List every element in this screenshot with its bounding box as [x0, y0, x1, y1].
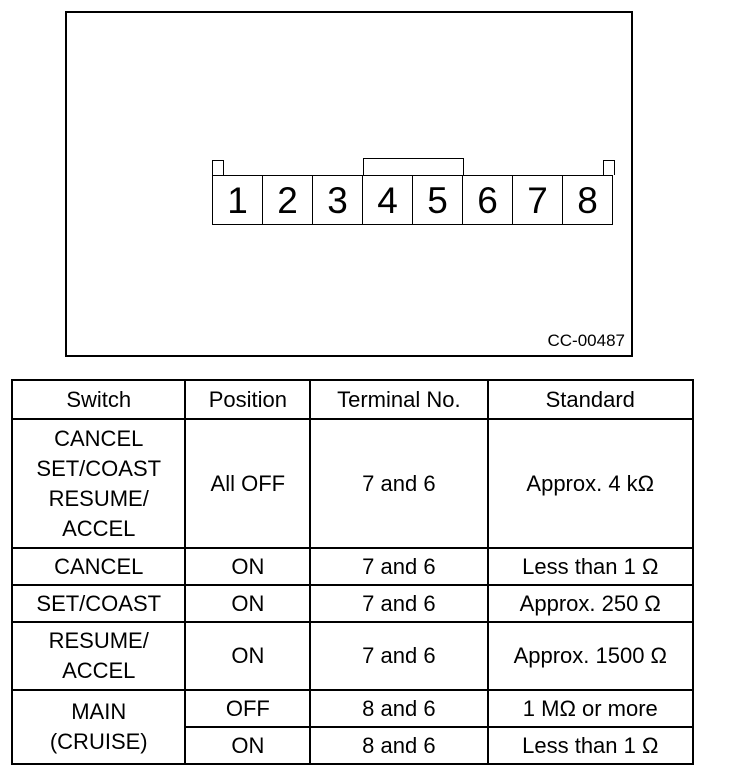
pin-2: 2	[263, 176, 313, 224]
pin-1: 1	[213, 176, 263, 224]
position-cell: All OFF	[185, 419, 310, 548]
terminal-cell: 8 and 6	[310, 727, 487, 764]
switch-line: CANCEL	[54, 425, 144, 451]
terminal-cell: 7 and 6	[310, 419, 487, 548]
connector-pins	[212, 175, 613, 225]
switch-line: ACCEL	[62, 515, 136, 541]
spec-table	[11, 379, 694, 765]
table-row	[12, 419, 693, 548]
pin-5: 5	[413, 176, 463, 224]
terminal-cell: 7 and 6	[310, 585, 487, 622]
switch-cell: CANCEL	[12, 548, 185, 585]
switch-cell	[12, 690, 185, 764]
switch-line: RESUME/	[48, 628, 149, 653]
header-standard: Standard	[488, 380, 693, 419]
standard-cell: Less than 1 Ω	[488, 727, 693, 764]
connector-diagram	[212, 158, 618, 228]
standard-cell: Approx. 250 Ω	[488, 585, 693, 622]
position-cell: ON	[185, 585, 310, 622]
table-row	[12, 585, 693, 622]
table-row	[12, 548, 693, 585]
header-terminal: Terminal No.	[310, 380, 487, 419]
terminal-cell: 7 and 6	[310, 622, 487, 690]
position-cell: OFF	[185, 690, 310, 727]
position-cell: ON	[185, 727, 310, 764]
terminal-cell: 7 and 6	[310, 548, 487, 585]
switch-line: MAIN	[71, 699, 127, 724]
switch-line: (CRUISE)	[49, 729, 148, 754]
position-cell: ON	[185, 548, 310, 585]
table-header-row	[12, 380, 693, 419]
switch-cell	[12, 419, 185, 548]
switch-cell	[12, 622, 185, 690]
pin-3: 3	[313, 176, 363, 224]
pin-4: 4	[363, 176, 413, 224]
header-switch: Switch	[12, 380, 185, 419]
connector-key	[363, 158, 464, 175]
pin-8: 8	[563, 176, 613, 224]
standard-cell: 1 MΩ or more	[488, 690, 693, 727]
figure-code: CC-00487	[547, 331, 625, 350]
standard-cell: Approx. 4 kΩ	[488, 419, 693, 548]
switch-line: SET/COAST	[36, 455, 162, 481]
connector-latch-left	[212, 160, 224, 175]
position-cell: ON	[185, 622, 310, 690]
connector-figure	[65, 11, 633, 357]
pin-7: 7	[513, 176, 563, 224]
standard-cell: Less than 1 Ω	[488, 548, 693, 585]
pin-6: 6	[463, 176, 513, 224]
switch-line: RESUME/	[48, 485, 149, 511]
table-row	[12, 690, 693, 727]
terminal-cell: 8 and 6	[310, 690, 487, 727]
switch-cell: SET/COAST	[12, 585, 185, 622]
table-row	[12, 622, 693, 690]
header-position: Position	[185, 380, 310, 419]
standard-cell: Approx. 1500 Ω	[488, 622, 693, 690]
connector-latch-right	[603, 160, 615, 175]
switch-line: ACCEL	[62, 658, 136, 683]
